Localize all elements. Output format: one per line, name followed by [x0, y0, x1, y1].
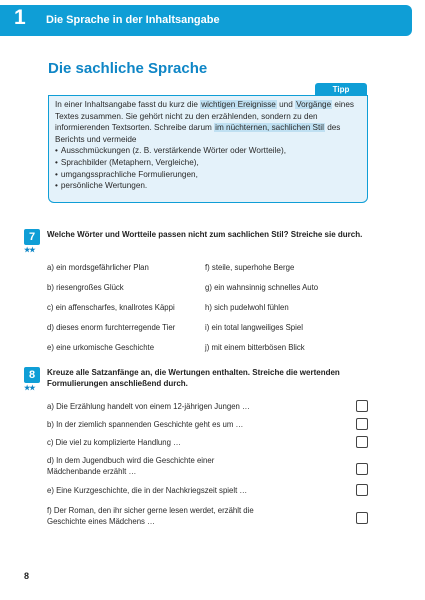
- page-number: 8: [24, 571, 30, 581]
- exercise-8-item: b) In der ziemlich spannenden Geschichte geht es um …: [47, 420, 244, 429]
- tip-list-item: • umgangssprachliche Formulierungen,: [55, 169, 361, 181]
- page-title: Die sachliche Sprache: [48, 60, 208, 77]
- tip-text-3: eines Textes zusammen. Sie gehört nicht zu den erzählenden, sondern zu den informierenden Textsorten. Schreibe darum: [55, 100, 354, 133]
- tip-list-item: • persönliche Wertungen.: [55, 180, 361, 192]
- exercise-8-item: c) Die viel zu komplizierte Handlung …: [47, 438, 181, 447]
- tip-label: Tipp: [315, 83, 367, 96]
- tip-highlight-1: wichtigen Ereignisse: [201, 100, 276, 109]
- tip-text-1: In einer Inhaltsangabe fasst du kurz die: [55, 100, 201, 109]
- exercise-7-item[interactable]: e) eine urkomische Geschichte: [47, 343, 155, 352]
- tip-list-item: • Sprachbilder (Metaphern, Vergleiche),: [55, 157, 361, 169]
- tip-box: [48, 95, 368, 203]
- tip-list-item: • Ausschmückungen (z. B. verstärkende Wörter oder Wortteile),: [55, 145, 361, 157]
- exercise-7-item[interactable]: g) ein wahnsinnig schnelles Auto: [205, 283, 319, 292]
- exercise-7-item[interactable]: h) sich pudelwohl fühlen: [205, 303, 289, 312]
- chapter-title: Die Sprache in der Inhaltsangabe: [46, 14, 220, 26]
- exercise-8-stars: ★★: [24, 385, 35, 392]
- exercise-8-item: f) Der Roman, den ihr sicher gerne lesen werdet, erzählt die Geschichte eines Mädchens …: [47, 506, 254, 526]
- exercise-8-checkbox[interactable]: [356, 484, 368, 496]
- tip-text-2: und: [276, 100, 296, 109]
- exercise-8-item: e) Eine Kurzgeschichte, die in der Nachkriegszeit spielt …: [47, 486, 248, 495]
- exercise-8-checkbox[interactable]: [356, 436, 368, 448]
- chapter-number: 1: [14, 6, 26, 29]
- tip-highlight-2: Vorgänge: [296, 100, 332, 109]
- exercise-7-item[interactable]: i) ein total langweiliges Spiel: [205, 323, 303, 332]
- exercise-8-checkbox[interactable]: [356, 400, 368, 412]
- exercise-7-item[interactable]: b) riesengroßes Glück: [47, 283, 124, 292]
- exercise-7-number: 7: [24, 229, 40, 245]
- tip-highlight-3: im nüchternen, sachlichen Stil: [215, 123, 324, 133]
- exercise-8-checkbox[interactable]: [356, 463, 368, 475]
- exercise-7-item[interactable]: a) ein mordsgefährlicher Plan: [47, 263, 149, 272]
- exercise-7-stars: ★★: [24, 247, 35, 254]
- exercise-8-question: Kreuze alle Satzanfänge an, die Wertungen enthalten. Streiche die wertenden Formulierungen anschließend durch.: [47, 368, 340, 388]
- exercise-7-item[interactable]: d) dieses enorm furchterregende Tier: [47, 323, 176, 332]
- exercise-8-item: d) In dem Jugendbuch wird die Geschichte einer Mädchenbande erzählt …: [47, 456, 215, 476]
- chapter-header: [0, 0, 425, 40]
- tip-text-4: des Berichts und vermeide: [55, 123, 341, 144]
- tip-paragraph: [55, 99, 361, 145]
- exercise-8-number: 8: [24, 367, 40, 383]
- exercise-7-item[interactable]: c) ein affenscharfes, knallrotes Käppi: [47, 303, 175, 312]
- exercise-8-item: a) Die Erzählung handelt von einem 12-jährigen Jungen …: [47, 402, 250, 411]
- exercise-7-item[interactable]: j) mit einem bitterbösen Blick: [205, 343, 305, 352]
- exercise-8-checkbox[interactable]: [356, 512, 368, 524]
- exercise-7-question: Welche Wörter und Wortteile passen nicht zum sachlichen Stil? Streiche sie durch.: [47, 230, 363, 239]
- exercise-8-checkbox[interactable]: [356, 418, 368, 430]
- exercise-7-item[interactable]: f) steile, superhohe Berge: [205, 263, 295, 272]
- tip-list: [55, 145, 361, 191]
